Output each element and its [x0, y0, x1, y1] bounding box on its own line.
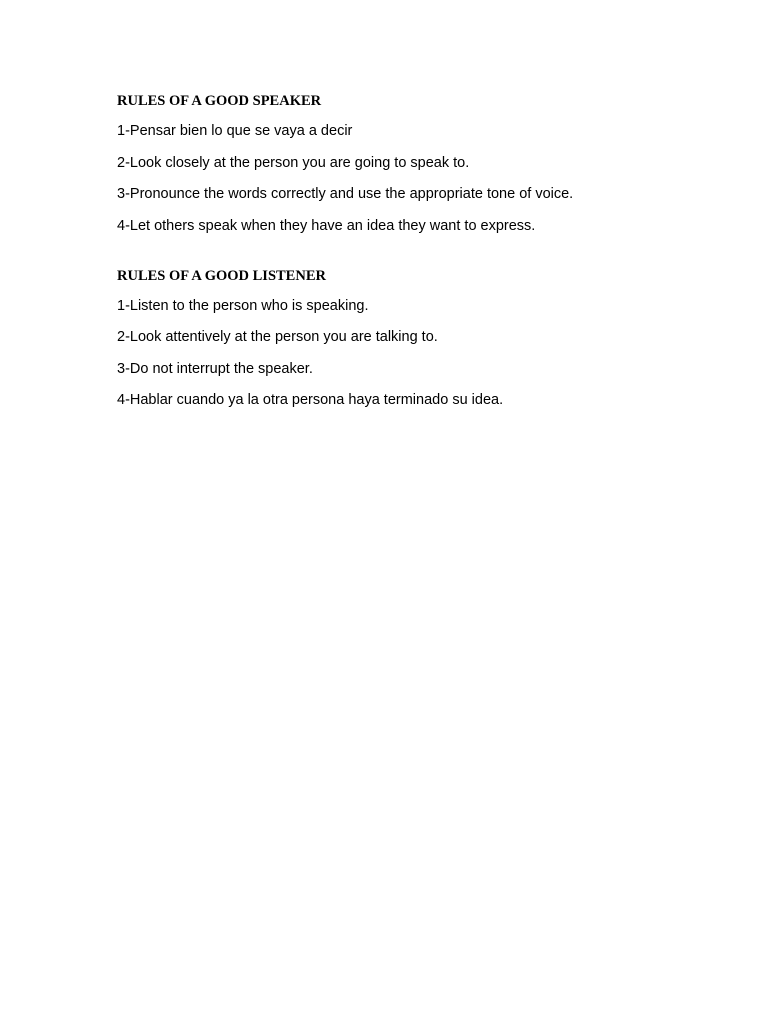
listener-rules-heading: RULES OF A GOOD LISTENER — [117, 267, 326, 284]
listener-rules-section — [117, 267, 717, 410]
speaker-rule-item: 1-Pensar bien lo que se vaya a decir — [117, 123, 353, 139]
speaker-rules-section — [117, 92, 717, 235]
document-page — [117, 92, 717, 423]
speaker-rule-item: 3-Pronounce the words correctly and use the appropriate tone of voice. — [117, 186, 574, 202]
speaker-rule-item: 4-Let others speak when they have an idea they want to express. — [117, 217, 536, 234]
listener-rule-item: 1-Listen to the person who is speaking. — [117, 297, 369, 314]
speaker-rule-item: 2-Look closely at the person you are going to speak to. — [117, 154, 470, 171]
listener-rule-item: 2-Look attentively at the person you are talking to. — [117, 329, 438, 345]
listener-rule-item: 4-Hablar cuando ya la otra persona haya terminado su idea. — [117, 392, 504, 408]
listener-rule-item: 3-Do not interrupt the speaker. — [117, 360, 313, 377]
speaker-rules-heading: RULES OF A GOOD SPEAKER — [117, 93, 322, 109]
